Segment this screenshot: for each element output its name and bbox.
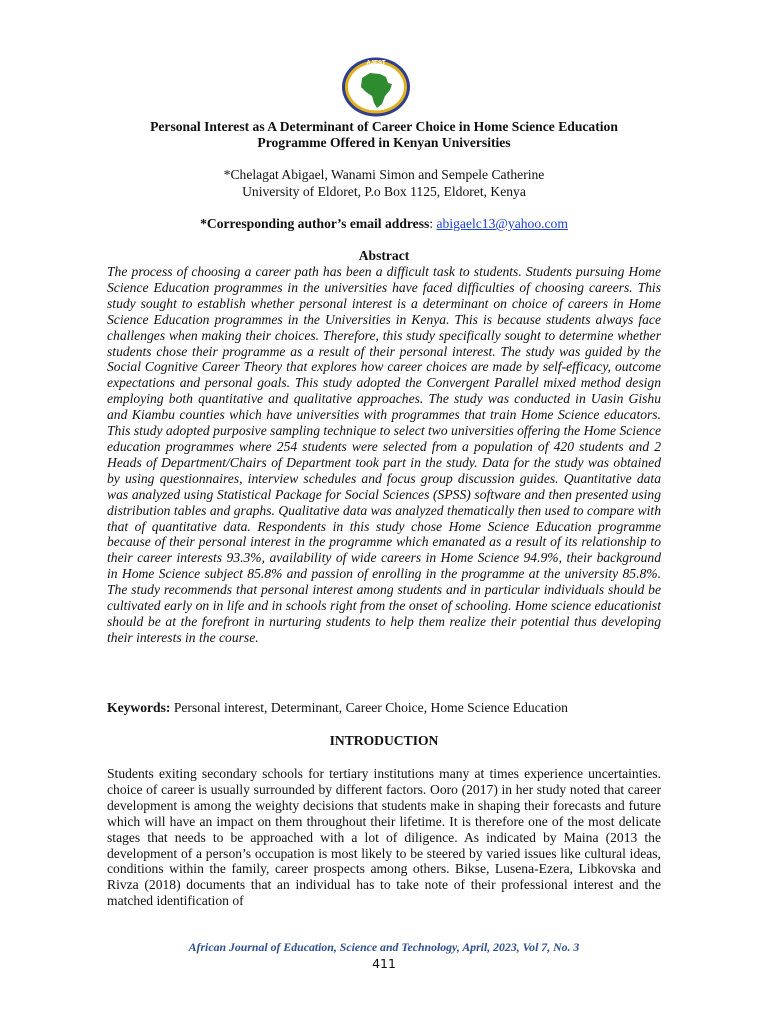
ajest-logo	[340, 56, 412, 118]
abstract-body: The process of choosing a career path has been a difficult task to students. Students pursuing Home Science Education programmes in the universities have faced difficulties of choosing careers. This study sought to establish whether personal interest is a determinant on choice of careers in Home Science Education programmes in the Universities in Kenya. This is because students always face challenges when making their choices. Therefore, this study specifically sought to determine whether students chose their programme as a result of their personal interest. The study was guided by the Social Cognitive Career Theory that explores how career choices are made by self-efficacy, outcome expectations and personal goals. This study adopted the Convergent Parallel mixed method design employing both quantitative and qualitative approaches. The study was conducted in Uasin Gishu and Kiambu counties which have universities with programmes that train Home Science educators. This study adopted purposive sampling technique to select two universities offering the Home Science education programmes where 254 students were selected from a population of 420 students and 2 Heads of Department/Chairs of Department took part in the study. Data for the study was obtained by using questionnaires, interview schedules and focus group discussion guides. Quantitative data was analyzed using Statistical Package for Social Sciences (SPSS) software and then presented using distribution tables and graphs. Qualitative data was analyzed thematically then used to compare with that of quantitative data. Respondents in this study chose Home Science Education programme because of their personal interest in the programme which emanated as a result of its relationship to their career interests 93.3%, availability of wide careers in Home Science 94.9%, their background in Home Science subject 85.8% and passion of enrolling in the programme at the university 85.8%. The study recommends that personal interest among students and in particular individuals should be cultivated early on in life and in schools right from the onset of schooling. Home science educationist should be at the forefront in nurturing students to help them realize their potential thus developing their interests in the course.	[107, 264, 661, 645]
corresponding-author-line	[80, 215, 688, 232]
affiliation: University of Eldoret, P.o Box 1125, Eldoret, Kenya	[242, 183, 526, 199]
logo-text: AJEST	[366, 60, 386, 67]
introduction-heading: INTRODUCTION	[329, 733, 439, 748]
email-separator: :	[429, 216, 437, 231]
authors: *Chelagat Abigael, Wanami Simon and Sempele Catherine	[223, 167, 545, 182]
introduction-body: Students exiting secondary schools for tertiary institutions many at times experience uncertainties. choice of career is usually surrounded by different factors. Ooro (2017) in her study noted that career development is among the weighty decisions that students make in shaping their forecasts and future which will have an impact on them throughout their lifetime. It is therefore one of the most delicate stages that needs to be approached with a lot of diligence. As indicated by Maina (2013 the development of a person’s occupation is most likely to be steered by varied issues like cultural ideas, conditions within the family, career prospects among others. Bikse, Lusena-Ezera, Libkovska and Rivza (2018) documents that an individual has to take note of their professional interest and the matched identification of	[107, 766, 661, 909]
email-link[interactable]: abigaelc13@yahoo.com	[436, 216, 568, 231]
abstract-heading: Abstract	[358, 248, 410, 263]
author-block	[100, 167, 668, 200]
paper-title-line-2: Programme Offered in Kenyan Universities	[257, 135, 511, 150]
journal-footer: African Journal of Education, Science and Technology, April, 2023, Vol 7, No. 3	[188, 940, 580, 954]
keywords-line	[107, 700, 661, 716]
paper-title-line-1: Personal Interest as A Determinant of Career Choice in Home Science Education	[150, 119, 618, 134]
email-label: *Corresponding author’s email address	[200, 216, 430, 231]
keywords-value: Personal interest, Determinant, Career Choice, Home Science Education	[170, 700, 568, 715]
page-number: 411	[372, 956, 396, 971]
paper-title	[100, 119, 668, 151]
keywords-label: Keywords:	[107, 700, 171, 715]
